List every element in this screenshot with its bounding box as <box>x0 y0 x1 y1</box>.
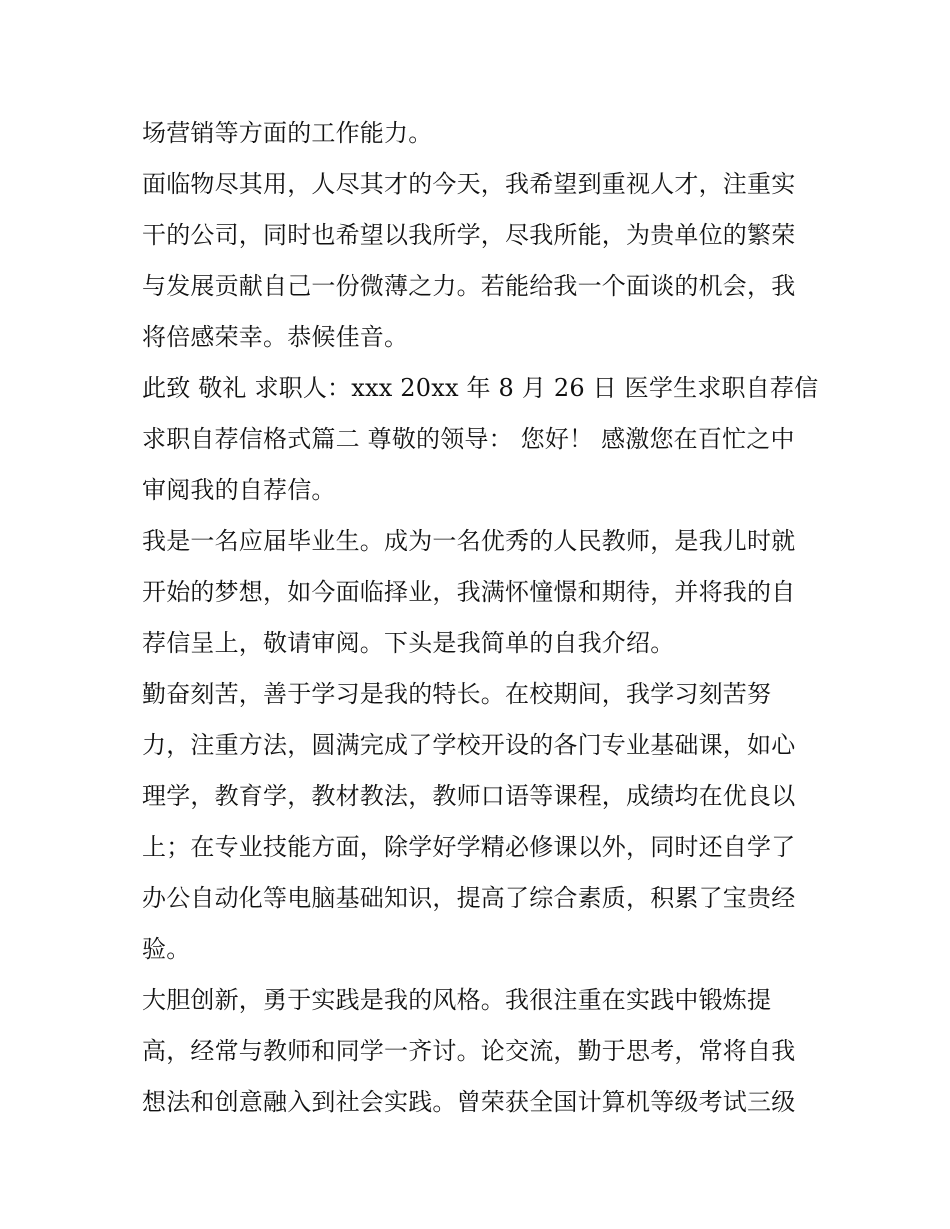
text-line-13: 力，注重方法，圆满完成了学校开设的各门专业基础课，如心 <box>142 731 796 759</box>
text-line-19: 高，经常与教师和同学一齐讨。论交流，勤于思考，常将自我 <box>142 1037 796 1065</box>
text-line-1: 场营销等方面的工作能力。 <box>142 119 433 147</box>
text-line-16: 办公自动化等电脑基础知识，提高了综合素质，积累了宝贵经 <box>142 884 796 912</box>
document-body <box>142 108 822 1128</box>
text-line-8: 审阅我的自荐信。 <box>142 476 336 504</box>
text-line-15: 上；在专业技能方面，除学好学精必修课以外，同时还自学了 <box>142 833 796 861</box>
text-line-3: 干的公司，同时也希望以我所学，尽我所能，为贵单位的繁荣 <box>142 221 796 249</box>
text-line-20: 想法和创意融入到社会实践。曾荣获全国计算机等级考试三级 <box>142 1088 796 1116</box>
text-line-18: 大胆创新，勇于实践是我的风格。我很注重在实践中锻炼提 <box>142 986 772 1014</box>
text-line-2: 面临物尽其用，人尽其才的今天，我希望到重视人才，注重实 <box>142 170 796 198</box>
text-line-14: 理学，教育学，教材教法，教师口语等课程，成绩均在优良以 <box>142 782 796 810</box>
text-line-7: 求职自荐信格式篇二 尊敬的领导： 您好！ 感激您在百忙之中 <box>142 425 795 453</box>
text-line-6: 此致 敬礼 求职人：xxx 20xx 年 8 月 26 日 医学生求职自荐信 <box>142 374 819 402</box>
text-line-4: 与发展贡献自己一份微薄之力。若能给我一个面谈的机会，我 <box>142 272 796 300</box>
text-line-12: 勤奋刻苦，善于学习是我的特长。在校期间，我学习刻苦努 <box>142 680 772 708</box>
text-line-5: 将倍感荣幸。恭候佳音。 <box>142 323 409 351</box>
text-line-9: 我是一名应届毕业生。成为一名优秀的人民教师，是我儿时就 <box>142 527 796 555</box>
text-line-11: 荐信呈上，敬请审阅。下头是我简单的自我介绍。 <box>142 629 675 657</box>
text-line-17: 验。 <box>142 935 191 963</box>
text-line-10: 开始的梦想，如今面临择业，我满怀憧憬和期待，并将我的自 <box>142 578 796 606</box>
